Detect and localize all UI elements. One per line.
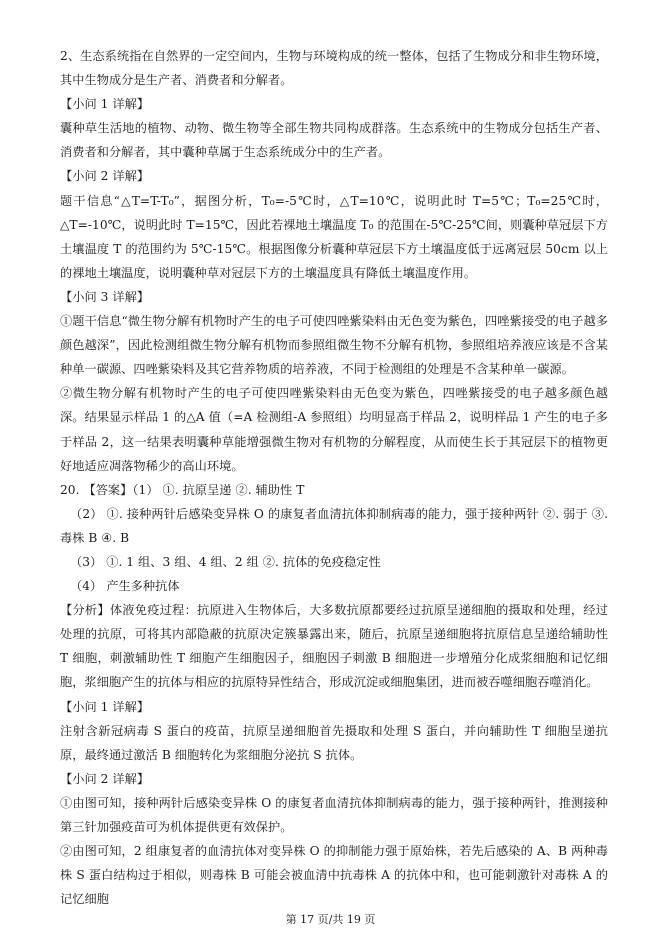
section-heading-20-q1: 【小问 1 详解】 <box>60 699 150 714</box>
paragraph-q3-1: ①题干信息“微生物分解有机物时产生的电子可使四唑紫染料由无色变为紫色，四唑紫接受的电子越多颜色越深”，因此检测组微生物分解有机物而参照组微生物不分解有机物，参照组培养液应该是不含某种单一碳源、四唑紫染料及其它营养物质的培养液，不同于检测组的处理是不含某种单一碳源。 <box>60 314 608 377</box>
section-heading-q3: 【小问 3 详解】 <box>60 289 150 304</box>
paragraph-q3-2: ②微生物分解有机物时产生的电子可使四唑紫染料由无色变为紫色，四唑紫接受的电子越多颜色越深。结果显示样品 1 的△A 值（=A 检测组-A 参照组）均明显高于样品 2，说明样品 1 产生的电子多于样品 2，这一结果表明囊种草能增强微生物对有机物的分解程度，从而使生长于其冠层下的植物更好地适应凋落物稀少的高山环境。 <box>60 386 608 473</box>
answer-20-part3: （3） ①. 1 组、3 组、4 组、2 组 ②. 抗体的免疫稳定性 <box>70 554 381 569</box>
paragraph-q2: 题干信息“△T=T-T₀”，据图分析，T₀=-5℃时，△T=10℃，说明此时 T=5℃；T₀=25℃时，△T=-10℃，说明此时 T=15℃，因此若裸地土壤温度 T₀ 的范围在-5℃-25℃间，则囊种草冠层下方土壤温度 T 的范围约为 5℃-15℃。根据图像分析囊种草冠层下方土壤温度低于远离冠层 50cm 以上的裸地土壤温度，说明囊种草对冠层下方的土壤温度具有降低土壤温度作用。 <box>60 193 608 280</box>
paragraph-ecosystem: 2、生态系统指在自然界的一定空间内，生物与环境构成的统一整体，包括了生物成分和非生物环境，其中生物成分是生产者、消费者和分解者。 <box>60 49 608 88</box>
section-heading-q1: 【小问 1 详解】 <box>60 97 150 112</box>
paragraph-20-q2-2: ②由图可知，2 组康复者的血清抗体对变异株 O 的抑制能力强于原始株，若先后感染的 A、B 两种毒株 S 蛋白结构过于相似，则毒株 B 可能会被血清中抗毒株 A 的抗体中和，也可能刺激针对毒株 A 的记忆细胞 <box>60 844 608 907</box>
paragraph-20-q1: 注射含新冠病毒 S 蛋白的疫苗，抗原呈递细胞首先摄取和处理 S 蛋白，并向辅助性 T 细胞呈递抗原，最终通过激活 B 细胞转化为浆细胞分泌抗 S 抗体。 <box>60 723 608 762</box>
paragraph-q1: 囊种草生活地的植物、动物、微生物等全部生物共同构成群落。生态系统中的生物成分包括生产者、消费者和分解者，其中囊种草属于生态系统成分中的生产者。 <box>60 121 608 160</box>
page-body <box>60 44 608 911</box>
section-heading-q2: 【小问 2 详解】 <box>60 169 150 184</box>
analysis-paragraph: 【分析】体液免疫过程：抗原进入生物体后，大多数抗原都要经过抗原呈递细胞的摄取和处理，经过处理的抗原，可将其内部隐蔽的抗原决定簇暴露出来，随后，抗原呈递细胞将抗原信息呈递给辅助性 T 细胞，刺激辅助性 T 细胞产生细胞因子，细胞因子刺激 B 细胞进一步增殖分化成浆细胞和记忆细胞，浆细胞产生的抗体与相应的抗原特异性结合，形成沉淀或细胞集团，进而被吞噬细胞吞噬消化。 <box>60 603 608 690</box>
paragraph-20-q2-1: ①由图可知，接种两针后感染变异株 O 的康复者血清抗体抑制病毒的能力，强于接种两针，推测接种第三针加强疫苗可为机体提供更有效保护。 <box>60 795 608 834</box>
answer-20-part4: （4） 产生多种抗体 <box>70 579 180 594</box>
answer-20-part2: （2） ①. 接种两针后感染变异株 O 的康复者血清抗体抑制病毒的能力，强于接种两针 ②. 弱于 ③. 毒株 B ④. B <box>60 506 608 545</box>
answer-20-title: 20. 【答案】（1） ①. 抗原呈递 ②. 辅助性 T <box>60 482 305 497</box>
section-heading-20-q2: 【小问 2 详解】 <box>60 771 150 786</box>
page-footer: 第 17 页/共 19 页 <box>285 913 376 926</box>
